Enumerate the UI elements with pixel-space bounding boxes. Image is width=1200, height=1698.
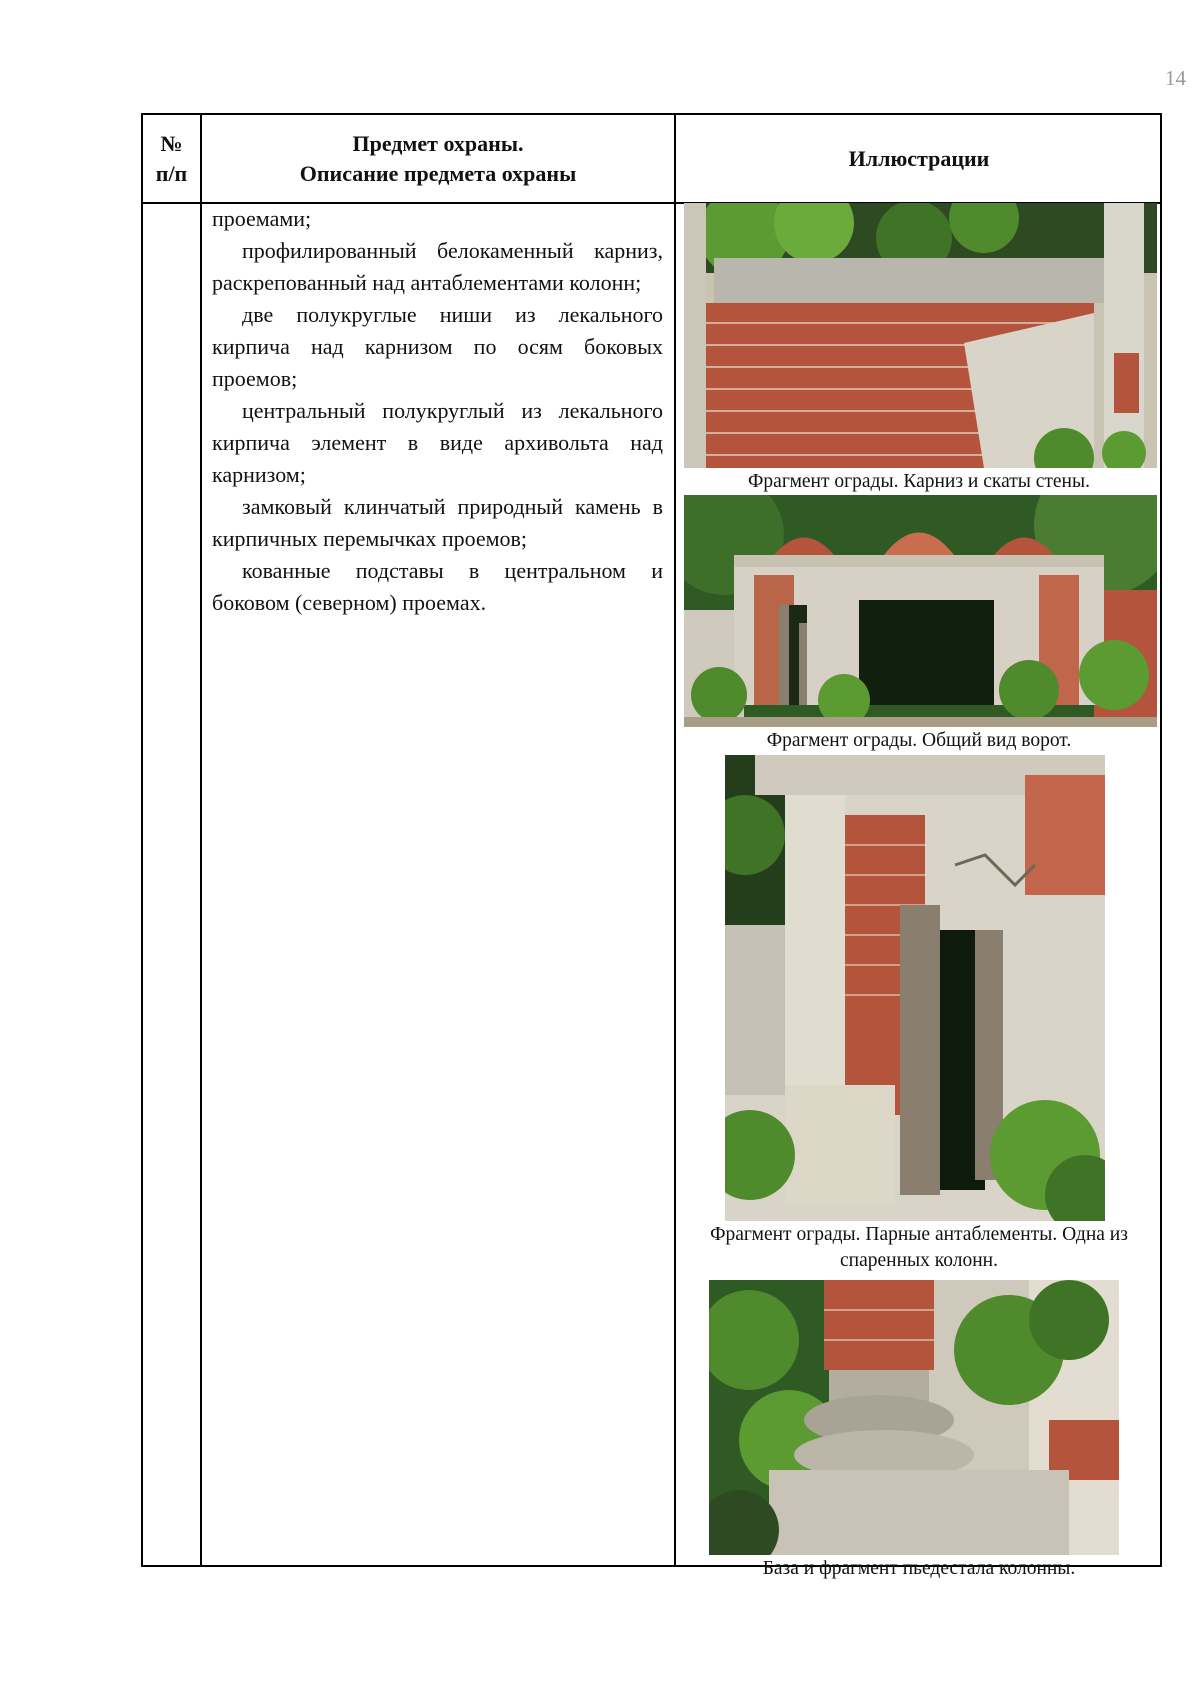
photo-fence-cornice (684, 203, 1157, 468)
photo-caption: Фрагмент ограды. Карниз и скаты стены. (748, 471, 1090, 492)
column-divider (674, 115, 676, 1565)
protection-table (141, 113, 1162, 1579)
description-paragraph: замковый клинчатый природный камень в кирпичных перемычках проемов; (212, 494, 663, 551)
header-number (143, 115, 200, 202)
photo-caption: Фрагмент ограды. Парные антаблементы. Одна из спаренных колонн. (710, 1224, 1128, 1271)
header-illustrations-label: Иллюстрации (848, 145, 990, 171)
description-body (212, 203, 663, 619)
description-paragraph: две полукруглые ниши из лекального кирпича над карнизом по осям боковых проемов; (212, 302, 663, 391)
header-description (202, 115, 674, 202)
description-paragraph: центральный полукруглый из лекального кирпича элемент в виде архивольта над карнизом; (212, 398, 663, 487)
header-illustrations (676, 115, 1162, 202)
page-number: 14 (1165, 66, 1186, 90)
photo-caption: Фрагмент ограды. Общий вид ворот. (766, 730, 1072, 751)
column-divider (200, 115, 202, 1565)
description-paragraph: профилированный белокаменный карниз, раскрепованный над антаблементами колонн; (212, 238, 663, 295)
header-description-line1: Предмет охраны. (352, 130, 524, 156)
header-description-line2: Описание предмета охраны (299, 160, 577, 186)
description-paragraph: кованные подставы в центральном и боковом (северном) проемах. (212, 558, 663, 615)
photo-column-base (709, 1280, 1119, 1555)
photo-caption: База и фрагмент пьедестала колонны. (762, 1558, 1076, 1579)
header-number-line2: п/п (155, 160, 188, 186)
photo-fence-entablatures (725, 755, 1105, 1221)
photo-fence-gates (684, 495, 1157, 727)
description-paragraph: проемами; (212, 206, 312, 231)
header-number-line1: № (160, 130, 183, 156)
